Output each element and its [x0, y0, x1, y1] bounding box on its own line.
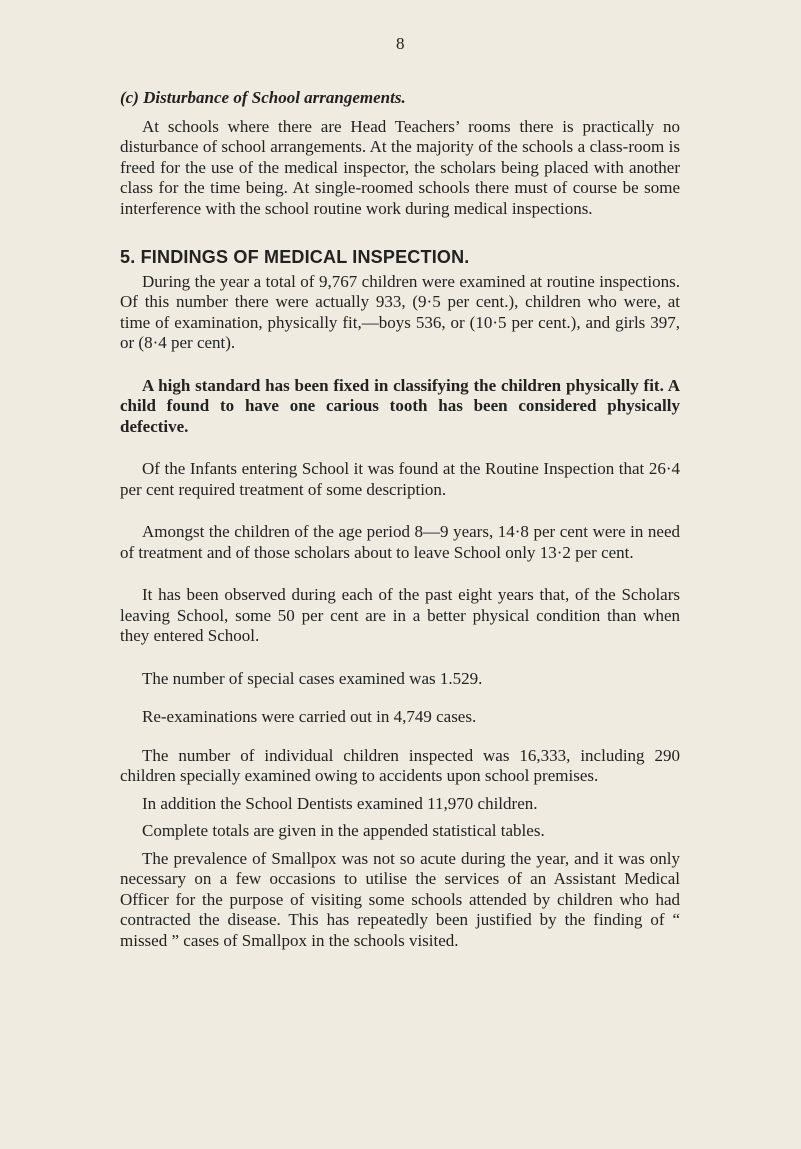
subsection-heading [120, 88, 680, 109]
subsection-label: (c) [120, 88, 139, 107]
subsection-title: Disturbance of School arrangements. [143, 88, 406, 107]
paragraph-school-dentists: In addition the School Dentists examined 11,970 children. [142, 793, 538, 813]
section-title: 5. FINDINGS OF MEDICAL INSPECTION. [120, 247, 470, 267]
paragraph-re-examinations: Re-examinations were carried out in 4,749 cases. [142, 707, 477, 726]
paragraph-special-cases: The number of special cases examined was 1.529. [142, 668, 483, 688]
paragraph-infants: Of the Infants entering School it was found at the Routine Inspection that 26·4 per cent required treatment of some description. [120, 459, 680, 499]
document-body [120, 88, 680, 951]
paragraph-smallpox: The prevalence of Smallpox was not so acute during the year, and it was only necessary on a few occasions to utilise the services of an Assistant Medical Officer for the purpose of visiting some schools attended by children who had contracted the disease. This has repeatedly been justified by the finding of “ missed ” cases of Smallpox in the schools visited. [120, 848, 680, 950]
paragraph-past-eight-years: It has been observed during each of the past eight years that, of the Scholars leaving School, some 50 per cent are in a better physical condition than when they entered School. [120, 585, 680, 645]
paragraph-complete-totals: Complete totals are given in the appended statistical tables. [142, 821, 545, 840]
paragraph-high-standard: A high standard has been fixed in classifying the children physically fit. A child found to have one carious tooth has been considered physically defective. [120, 375, 680, 436]
paragraph-total-examined: During the year a total of 9,767 children were examined at routine inspections. Of this number there were actually 933, (9·5 per cent.), children who were, at time of examination, physically fit,—boys 536, or (10·5 per cent.), and girls 397, or (8·4 per cent). [120, 271, 680, 352]
page-number: 8 [396, 34, 405, 53]
paragraph-age-period: Amongst the children of the age period 8—9 years, 14·8 per cent were in need of treatment and of those scholars about to leave School only 13·2 per cent. [120, 522, 680, 562]
paragraph-disturbance: At schools where there are Head Teachers’ rooms there is practically no disturbance of school arrangements. At the majority of the schools a class-room is freed for the use of the medical inspector, the scholars being placed with another class for the time being. At single-roomed schools there must of course be some interference with the school routine work during medical inspections. [120, 116, 680, 218]
paragraph-individual-children: The number of individual children inspected was 16,333, including 290 children specially examined owing to accidents upon school premises. [120, 745, 680, 785]
